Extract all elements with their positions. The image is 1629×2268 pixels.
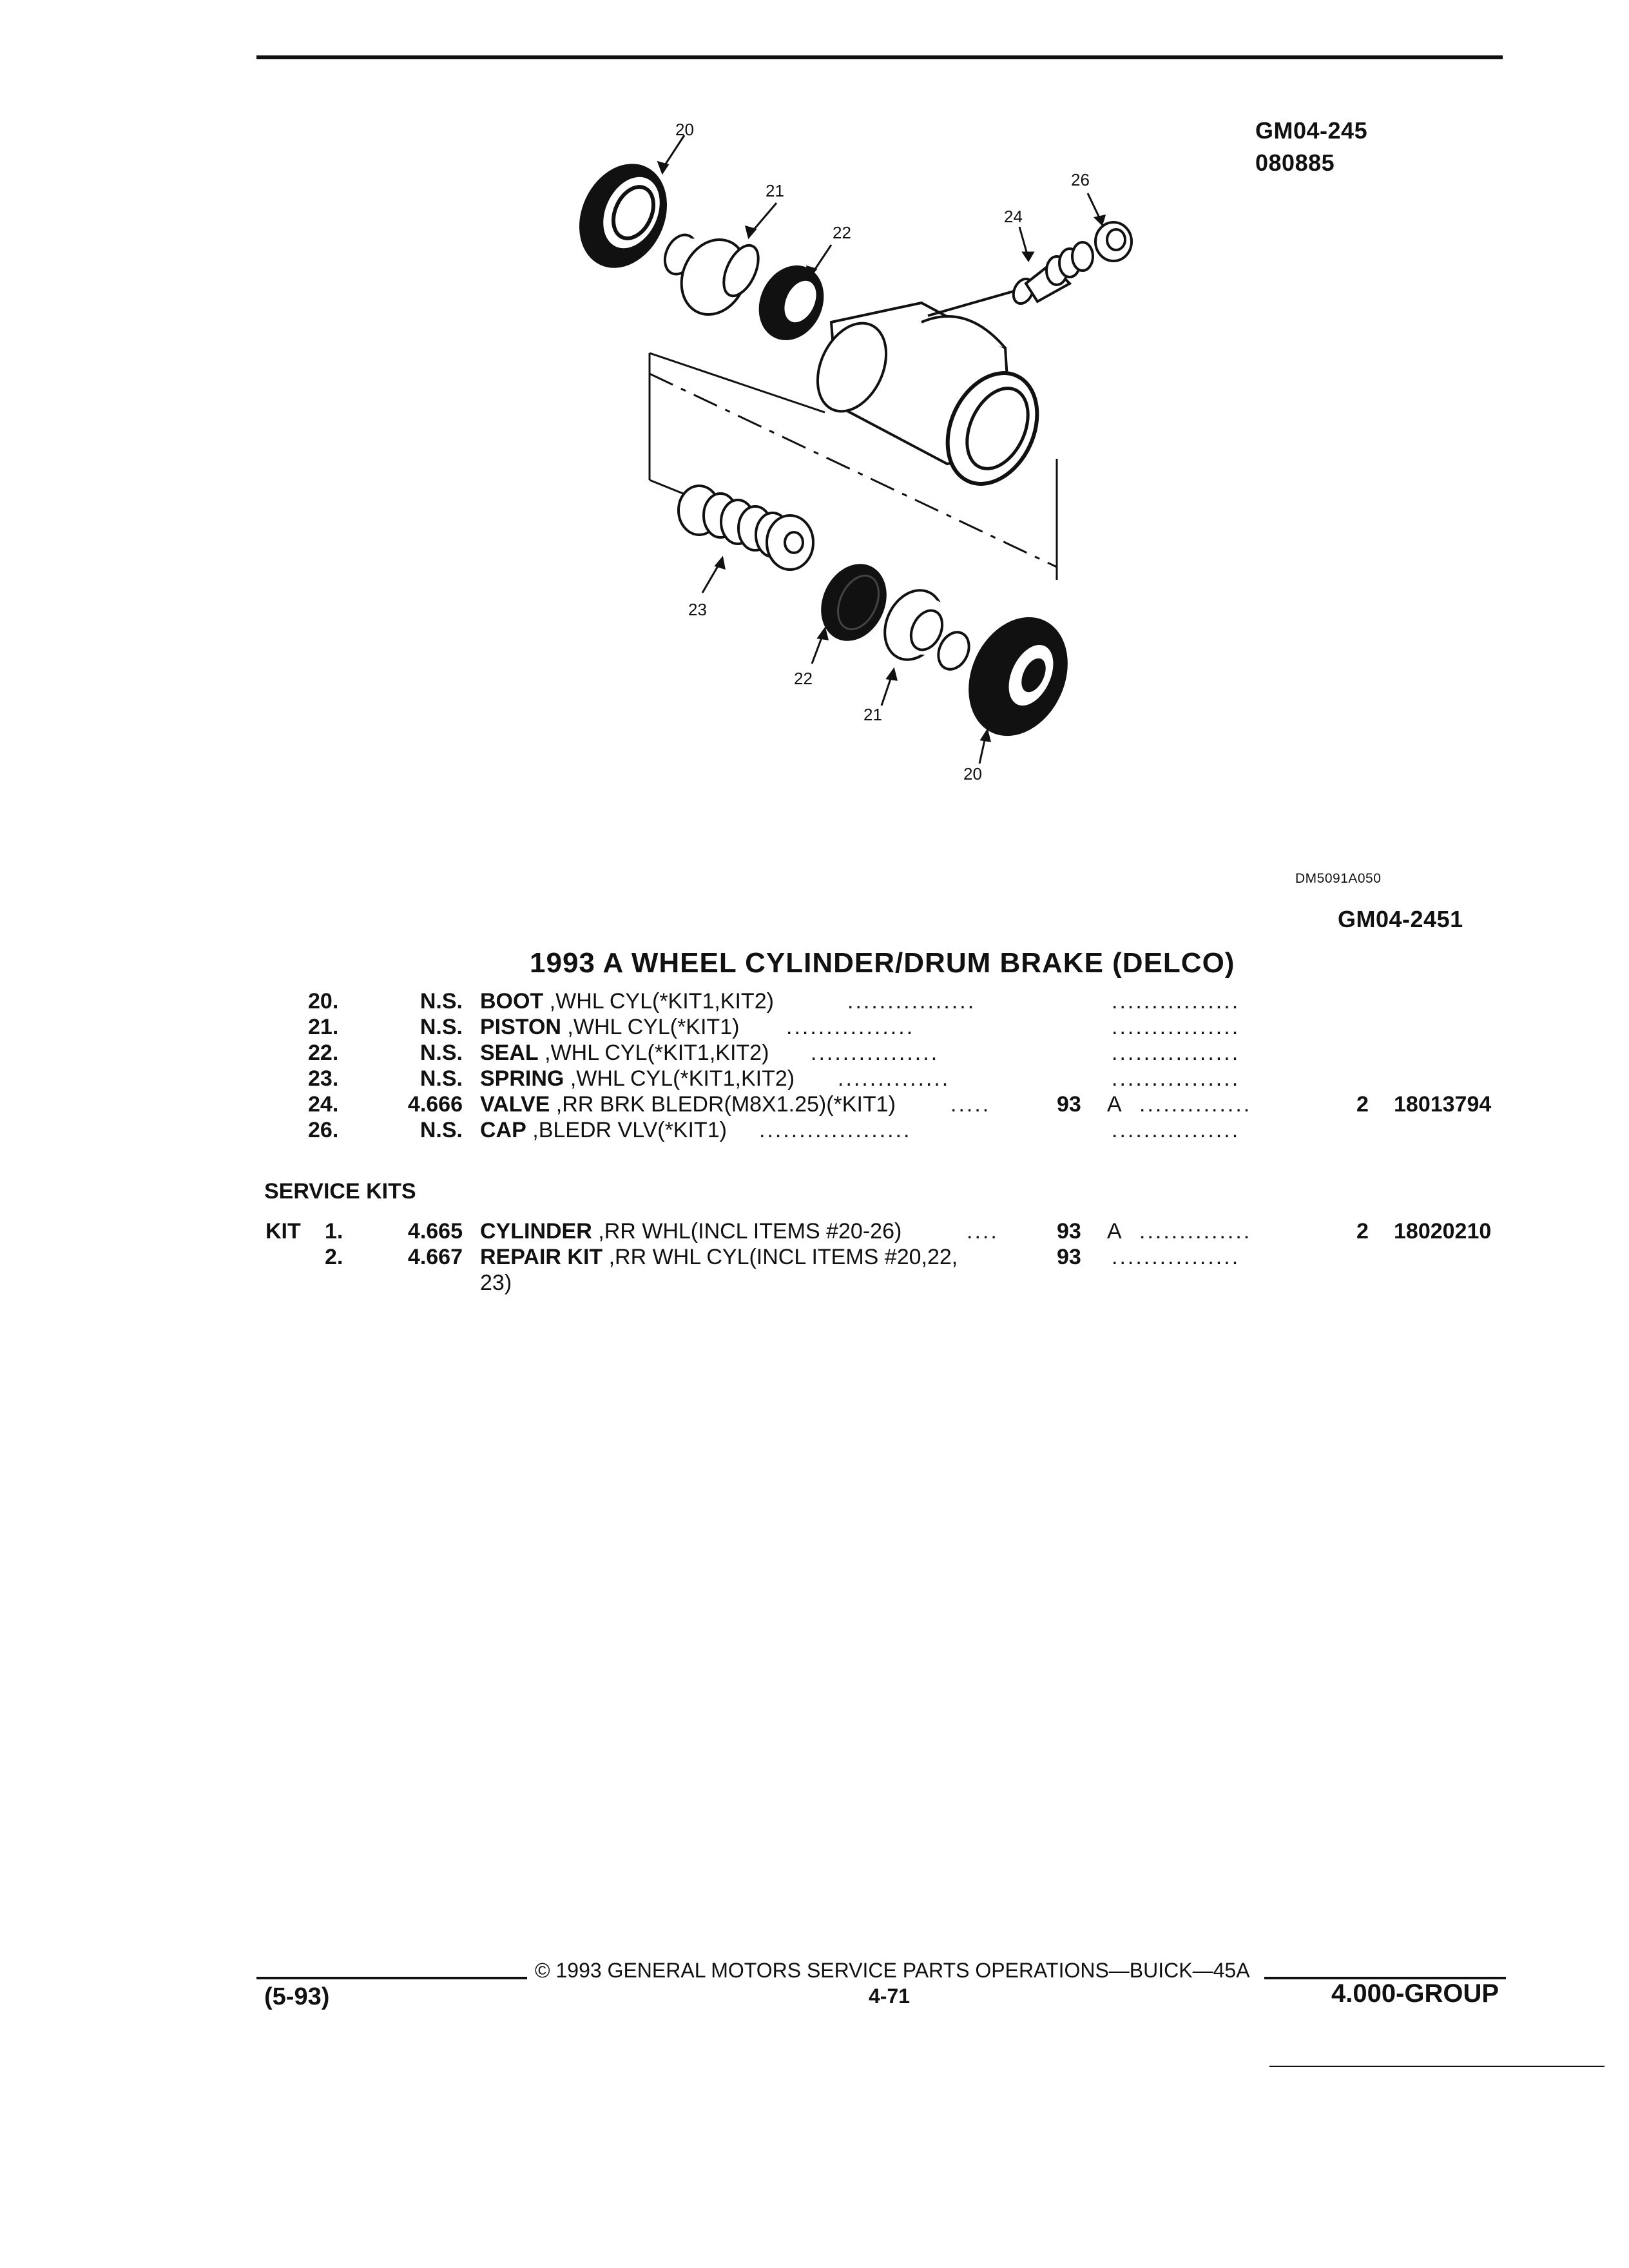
catalog-number: 4.666 [407, 1092, 463, 1117]
model-code: A [1107, 1219, 1122, 1244]
year-code: 93 [1057, 1092, 1081, 1117]
service-kits-heading: SERVICE KITS [264, 1179, 416, 1204]
kit-desc-continued: 23) [480, 1271, 512, 1295]
kit-name: CYLINDER [480, 1219, 592, 1244]
footer-group: 4.000-GROUP [1331, 1979, 1499, 2008]
kit-desc-text: ,RR WHL(INCL ITEMS #20-26) [598, 1219, 902, 1244]
item-number: 21. [308, 1015, 339, 1039]
leader-dots-right: ................ [1112, 1066, 1240, 1091]
part-number: 18020210 [1394, 1219, 1492, 1244]
part-desc-text: ,RR BRK BLEDR(M8X1.25)(*KIT1) [555, 1092, 896, 1117]
catalog-number: 4.667 [407, 1245, 463, 1269]
part-description [480, 989, 774, 1014]
model-code: A [1107, 1092, 1122, 1117]
part-desc-text: ,WHL CYL(*KIT1,KIT2) [549, 989, 774, 1014]
part-number: 18013794 [1394, 1092, 1492, 1117]
leader-dots: ................ [786, 1015, 915, 1039]
year-code: 93 [1057, 1245, 1081, 1269]
leader-dots: .............. [838, 1066, 950, 1091]
kit-name: REPAIR KIT [480, 1245, 603, 1269]
item-number: 24. [308, 1092, 339, 1117]
part-row-22 [0, 1041, 1629, 1066]
catalog-number: N.S. [419, 1066, 463, 1091]
part-name: BOOT [480, 989, 544, 1014]
leader-dots-right: ................ [1112, 1245, 1240, 1269]
section-title: 1993 A WHEEL CYLINDER/DRUM BRAKE (DELCO) [530, 947, 1235, 979]
part-description [480, 1092, 896, 1117]
leader-dots-right: ................ [1112, 989, 1240, 1014]
leader-dots: .... [967, 1219, 999, 1244]
footer-rule-left [256, 1977, 527, 1979]
footer-copyright: © 1993 GENERAL MOTORS SERVICE PARTS OPERATIONS—BUICK—45A [535, 1959, 1250, 1982]
leader-dots-right: ................ [1112, 1118, 1240, 1142]
leader-dots-right: .............. [1139, 1219, 1252, 1244]
kit-row-1 [0, 1219, 1629, 1245]
leader-dots: ................... [759, 1118, 912, 1142]
cylinder-body [804, 290, 1054, 499]
header-code: GM04-245 [1255, 117, 1368, 144]
catalog-number: N.S. [419, 989, 463, 1014]
boot-bottom [950, 601, 1086, 753]
piston-top [659, 229, 766, 325]
item-number: 23. [308, 1066, 339, 1091]
part-description [480, 1041, 769, 1066]
callout-22-top: 22 [833, 223, 851, 242]
part-name: SEAL [480, 1041, 539, 1065]
part-row-26 [0, 1118, 1629, 1144]
part-row-24 [0, 1092, 1629, 1118]
part-name: VALVE [480, 1092, 550, 1117]
footer-page-number: 4-71 [869, 1984, 911, 2008]
part-name: SPRING [480, 1066, 564, 1091]
quantity: 2 [1356, 1219, 1369, 1244]
kit-desc-text: ,RR WHL CYL(INCL ITEMS #20,22, [608, 1245, 958, 1269]
part-row-20 [0, 989, 1629, 1015]
callout-23: 23 [688, 600, 707, 619]
part-name: PISTON [480, 1015, 561, 1039]
catalog-number: N.S. [419, 1015, 463, 1039]
callout-22-bottom: 22 [794, 669, 813, 688]
callout-24: 24 [1004, 207, 1023, 226]
footer-date: (5-93) [264, 1983, 330, 2010]
callout-26: 26 [1071, 170, 1090, 189]
bottom-rule [1269, 2066, 1605, 2067]
part-description [480, 1066, 795, 1091]
leader-dots-right: ................ [1112, 1015, 1240, 1039]
callout-21-bottom: 21 [863, 705, 882, 724]
catalog-number: N.S. [419, 1118, 463, 1142]
part-description [480, 1118, 727, 1143]
part-row-23 [0, 1066, 1629, 1092]
item-number: 22. [308, 1041, 339, 1065]
leader-dots-right: .............. [1139, 1092, 1252, 1117]
kit-description [480, 1219, 901, 1244]
quantity: 2 [1356, 1092, 1369, 1117]
item-number: 20. [308, 989, 339, 1014]
leader-dots: ..... [950, 1092, 991, 1117]
item-number: 1. [325, 1219, 343, 1244]
leader-dots: ................ [847, 989, 976, 1014]
item-number: 2. [325, 1245, 343, 1269]
callout-20-bottom: 20 [963, 764, 982, 783]
piston-bottom [874, 581, 974, 674]
catalog-number: N.S. [419, 1041, 463, 1065]
part-desc-text: ,WHL CYL(*KIT1,KIT2) [545, 1041, 769, 1065]
leader-dots-right: ................ [1112, 1041, 1240, 1065]
figure-code: GM04-2451 [1338, 906, 1463, 932]
year-code: 93 [1057, 1219, 1081, 1244]
part-desc-text: ,WHL CYL(*KIT1) [567, 1015, 740, 1039]
kit-label: KIT [265, 1219, 301, 1244]
catalog-number: 4.665 [407, 1219, 463, 1244]
kit-row-2 [0, 1245, 1629, 1271]
callout-20-top: 20 [675, 120, 694, 139]
part-name: CAP [480, 1118, 526, 1142]
part-desc-text: ,WHL CYL(*KIT1,KIT2) [570, 1066, 795, 1091]
kit-row-2-continued [0, 1271, 1629, 1296]
kit-description [480, 1245, 958, 1270]
image-code: DM5091A050 [1295, 871, 1382, 886]
header-subcode: 080885 [1255, 149, 1335, 176]
exploded-diagram [0, 0, 1629, 838]
bleeder-cap [1095, 222, 1132, 261]
spring [679, 486, 813, 570]
item-number: 26. [308, 1118, 339, 1142]
leader-dots: ................ [811, 1041, 940, 1065]
callout-21-top: 21 [766, 181, 784, 200]
part-row-21 [0, 1015, 1629, 1041]
seal-top [747, 255, 836, 351]
part-desc-text: ,BLEDR VLV(*KIT1) [532, 1118, 727, 1142]
part-description [480, 1015, 739, 1040]
